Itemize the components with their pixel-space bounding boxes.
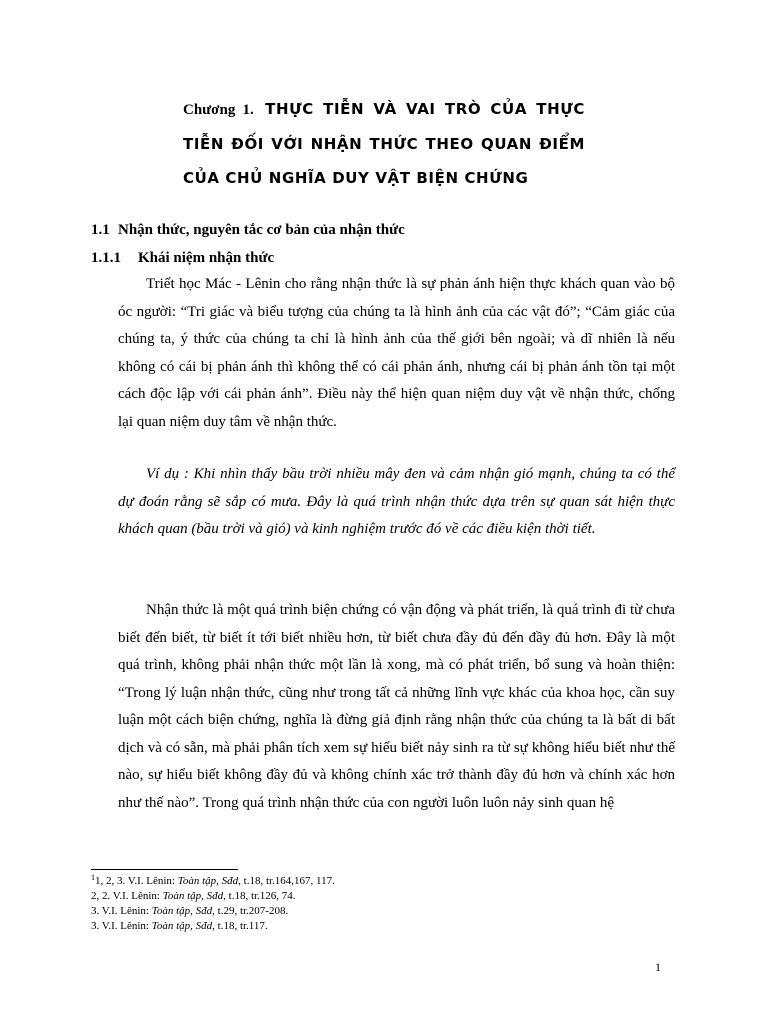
footnote-suffix: , t.18, tr.164,167, 117.: [238, 875, 335, 887]
footnote-work: Toàn tập, Sđd: [151, 905, 213, 917]
footnote-mark: 1: [91, 873, 95, 882]
subsection-heading: [91, 248, 274, 268]
section-number: 1.1: [91, 222, 110, 238]
footnote-prefix: 3. V.I. Lênin:: [91, 905, 152, 917]
footnote-work: Toàn tập, Sđd: [151, 920, 213, 932]
footnote-work: Toàn tập, Sđd: [162, 890, 224, 902]
subsection-number: 1.1.1: [91, 250, 121, 266]
footnotes: [91, 874, 335, 934]
footnote-item: [91, 874, 335, 889]
chapter-title: [183, 89, 585, 192]
footnote-item: [91, 919, 335, 934]
paragraph-example: Ví dụ : Khi nhìn thấy bầu trời nhiều mây đen và cảm nhận gió mạnh, chúng ta có thể dự đoán rằng sẽ sắp có mưa. Đây là quá trình nhận thức dựa trên sự quan sát hiện thực khách quan (bầu trời và gió) và kinh nghiệm trước đó về các điều kiện thời tiết.: [118, 466, 675, 537]
footnote-prefix: 1, 2, 3. V.I. Lênin:: [95, 875, 178, 887]
section-heading: [91, 220, 405, 240]
chapter-title-text: THỰC TIỄN VÀ VAI TRÒ CỦA THỰC TIỄN ĐỐI VỚI NHẬN THỨC THEO QUAN ĐIỂM CỦA CHỦ NGHĨA DUY VẬT BIỆN CHỨNG: [183, 100, 586, 187]
page-number: 1: [655, 960, 661, 974]
footnote-item: [91, 904, 335, 919]
chapter-prefix: Chương 1.: [183, 102, 254, 118]
footnote-suffix: , t.18, tr.126, 74.: [223, 890, 296, 902]
footnote-item: [91, 889, 335, 904]
section-title: Nhận thức, nguyên tắc cơ bản của nhận thức: [118, 222, 405, 238]
subsection-title: Khái niệm nhận thức: [138, 250, 275, 266]
footnote-suffix: , t.18, tr.117.: [212, 920, 268, 932]
footnote-suffix: , t.29, tr.207-208.: [212, 905, 289, 917]
footnote-prefix: 2, 2. V.I. Lênin:: [91, 890, 163, 902]
footnote-work: Toàn tập, Sđd: [177, 875, 239, 887]
footnote-separator: [91, 869, 238, 870]
footnote-prefix: 3. V.I. Lênin:: [91, 920, 152, 932]
paragraph-definition: Triết học Mác - Lênin cho rằng nhận thức là sự phản ánh hiện thực khách quan vào bộ óc người: “Tri giác và biểu tượng của chúng ta là hình ảnh của các vật đó”; “Cảm giác của chúng ta, ý thức của chúng ta chỉ là hình ảnh của thế giới bên ngoài; và dĩ nhiên là nếu không có cái bị phản ánh thì không thể có cái phản ánh, nhưng cái bị phản ánh tồn tại một cách độc lập với cái phản ánh”. Điều này thể hiện quan niệm duy vật về nhận thức, chống lại quan niệm duy tâm về nhận thức.: [118, 276, 675, 430]
paragraph-dialectic-process: Nhận thức là một quá trình biện chứng có vận động và phát triển, là quá trình đi từ chưa biết đến biết, từ biết ít tới biết nhiều hơn, từ biết chưa đầy đủ đến đầy đủ hơn. Đây là một quá trình, không phải nhận thức một lần là xong, mà có phát triển, bổ sung và hoàn thiện: “Trong lý luận nhận thức, cũng như trong tất cả những lĩnh vực khác của khoa học, cần suy luận một cách biện chứng, nghĩa là đừng giả định rằng nhận thức của chúng ta là bất di bất dịch và có sẵn, mà phải phân tích xem sự hiểu biết nảy sinh ra từ sự không hiểu biết như thế nào, sự hiểu biết không đầy đủ và không chính xác trở thành đầy đủ hơn và chính xác hơn như thế nào”. Trong quá trình nhận thức của con người luôn luôn nảy sinh quan hệ: [118, 602, 675, 811]
